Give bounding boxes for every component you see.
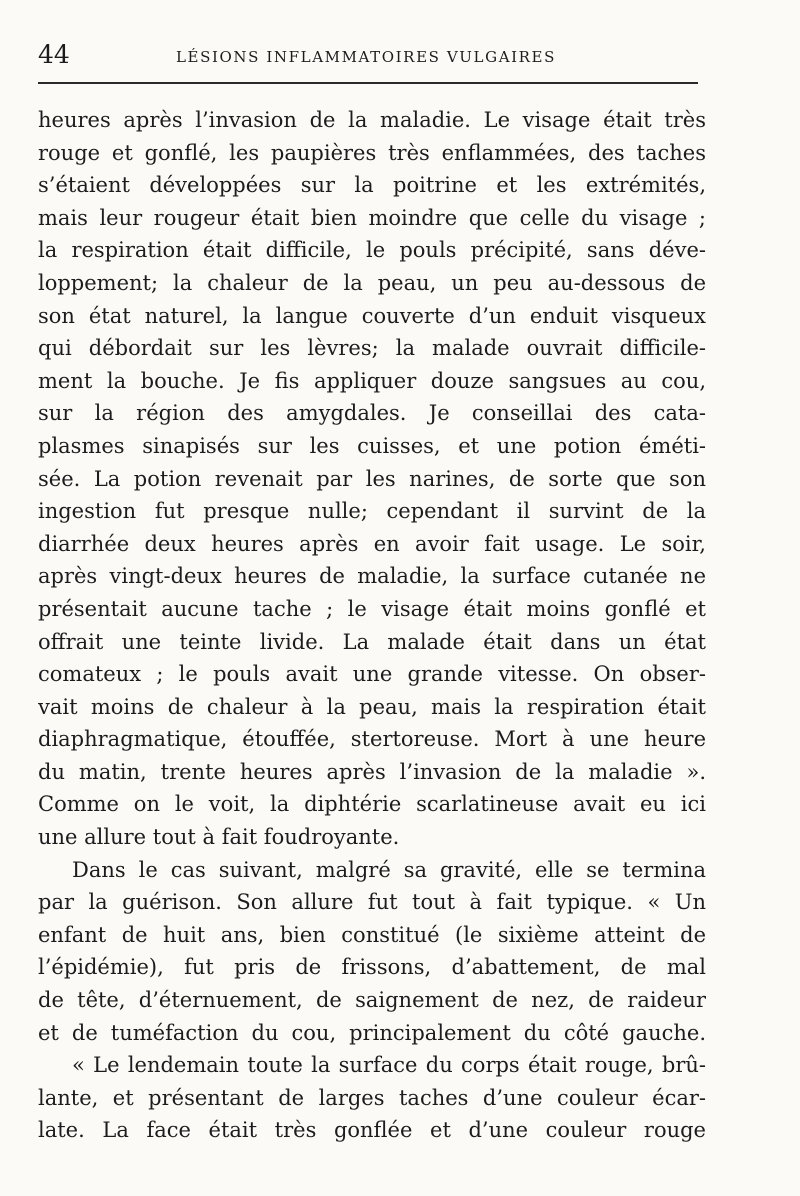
text-line: « Le lendemain toute la surface du corps était rouge, brû-	[72, 1053, 706, 1078]
text-line: s’étaient développées sur la poitrine et les extrémités,	[38, 173, 706, 198]
text-line: lante, et présentant de larges taches d’une couleur écar-	[38, 1085, 706, 1110]
text-line: plasmes sinapisés sur les cuisses, et une potion éméti-	[38, 433, 706, 458]
text-line: qui débordait sur les lèvres; la malade ouvrait difficile-	[38, 336, 706, 361]
page-number: 44	[38, 40, 70, 69]
text-line: Comme on le voit, la diphtérie scarlatineuse avait eu ici	[38, 792, 706, 817]
header-rule	[38, 82, 698, 84]
text-line: son état naturel, la langue couverte d’un enduit visqueux	[38, 303, 706, 328]
text-line: du matin, trente heures après l’invasion de la maladie ».	[38, 759, 706, 784]
text-line: comateux ; le pouls avait une grande vitesse. On obser-	[38, 662, 706, 687]
text-line: vait moins de chaleur à la peau, mais la respiration était	[38, 694, 706, 719]
text-line: rouge et gonflé, les paupières très enflammées, des taches	[38, 140, 706, 165]
text-line: late. La face était très gonflée et d’une couleur rouge	[38, 1118, 706, 1143]
text-line: la respiration était difficile, le pouls précipité, sans déve-	[38, 238, 706, 263]
text-line: ment la bouche. Je fis appliquer douze sangsues au cou,	[38, 368, 706, 393]
text-line: diarrhée deux heures après en avoir fait usage. Le soir,	[38, 531, 706, 556]
text-line: par la guérison. Son allure fut tout à fait typique. « Un	[38, 890, 706, 915]
text-line: sur la région des amygdales. Je conseillai des cata-	[38, 401, 706, 426]
running-title: LÉSIONS INFLAMMATOIRES VULGAIRES	[176, 48, 556, 66]
text-line: présentait aucune tache ; le visage était moins gonflé et	[38, 596, 706, 621]
text-line: Dans le cas suivant, malgré sa gravité, elle se termina	[72, 857, 706, 882]
text-line: de tête, d’éternuement, de saignement de nez, de raideur	[38, 988, 706, 1013]
text-line: offrait une teinte livide. La malade était dans un état	[38, 629, 706, 654]
text-line: loppement; la chaleur de la peau, un peu au-dessous de	[38, 270, 706, 295]
text-line: mais leur rougeur était bien moindre que celle du visage ;	[38, 205, 706, 230]
text-line: après vingt-deux heures de maladie, la surface cutanée ne	[38, 564, 706, 589]
text-line: diaphragmatique, étouffée, stertoreuse. Mort à une heure	[38, 727, 706, 752]
text-line: sée. La potion revenait par les narines, de sorte que son	[38, 466, 706, 491]
text-line: ingestion fut presque nulle; cependant il survint de la	[38, 499, 706, 524]
text-line: une allure tout à fait foudroyante.	[38, 825, 400, 850]
running-header	[38, 40, 698, 72]
text-line: heures après l’invasion de la maladie. Le visage était très	[38, 108, 706, 132]
text-line: l’épidémie), fut pris de frissons, d’abattement, de mal	[38, 955, 706, 980]
text-line: enfant de huit ans, bien constitué (le sixième atteint de	[38, 922, 706, 947]
body-text	[38, 104, 706, 1147]
text-line: et de tuméfaction du cou, principalement du côté gauche.	[38, 1020, 706, 1045]
